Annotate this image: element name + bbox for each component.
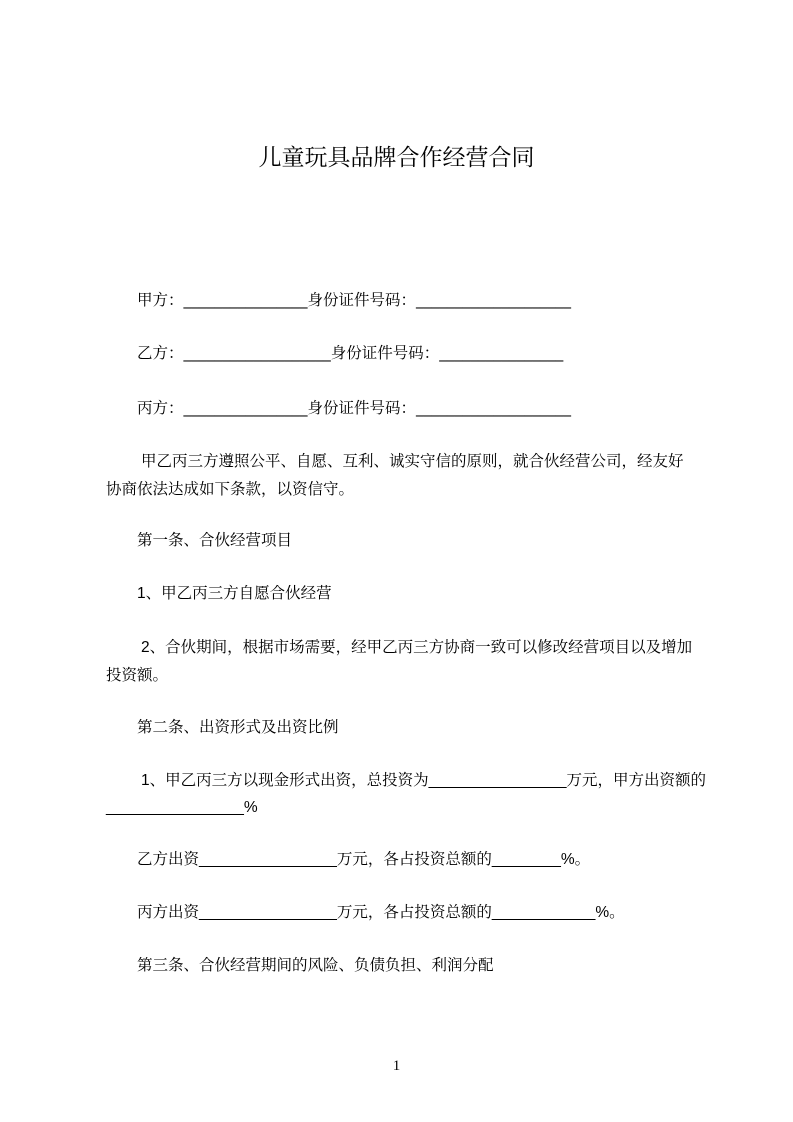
party-a-label: 甲方： [137, 292, 184, 309]
article-2-heading: 第二条、出资形式及出资比例 [137, 719, 339, 736]
party-a-name-blank: ________________ [183, 291, 308, 309]
party-b-id-blank: ________________ [439, 344, 564, 362]
party-b-label: 乙方： [137, 345, 184, 362]
party-c-name-blank: ________________ [183, 399, 308, 417]
party-a-line [137, 290, 571, 311]
article-2-clause-1-line-2: ________________% [106, 799, 258, 816]
preamble-line-1: 甲乙丙三方遵照公平、自愿、互利、诚实守信的原则，就合伙经营公司，经友好 [141, 453, 684, 470]
document-title: 儿童玩具品牌合作经营合同 [258, 144, 535, 170]
party-b-id-label: 身份证件号码： [330, 345, 440, 362]
party-b-name-blank: ___________________ [183, 344, 331, 362]
party-a-id-label: 身份证件号码： [307, 292, 417, 309]
article-1-heading: 第一条、合伙经营项目 [137, 532, 293, 549]
article-2-party-c-contribution: 丙方出资________________万元，各占投资总额的____________%。 [137, 904, 625, 921]
party-b-line [137, 343, 563, 364]
article-1-clause-2-line-2: 投资额。 [106, 667, 169, 684]
party-c-id-label: 身份证件号码： [307, 400, 417, 417]
article-1-clause-2-line-1: 2、合伙期间，根据市场需要，经甲乙丙三方协商一致可以修改经营项目以及增加 [141, 639, 693, 656]
article-3-heading: 第三条、合伙经营期间的风险、负债负担、利润分配 [137, 957, 494, 974]
article-1-clause-1: 1、甲乙丙三方自愿合伙经营 [137, 585, 332, 602]
party-a-id-blank: ____________________ [416, 291, 572, 309]
article-2-clause-1-line-1: 1、甲乙丙三方以现金形式出资，总投资为________________万元，甲方出资额的 [141, 772, 707, 789]
party-c-label: 丙方： [137, 400, 184, 417]
page-number: 1 [392, 1058, 401, 1074]
article-2-party-b-contribution: 乙方出资________________万元，各占投资总额的________%。 [137, 851, 591, 868]
party-c-line [137, 398, 571, 419]
preamble-line-2: 协商依法达成如下条款，以资信守。 [106, 481, 355, 498]
party-c-id-blank: ____________________ [416, 399, 572, 417]
